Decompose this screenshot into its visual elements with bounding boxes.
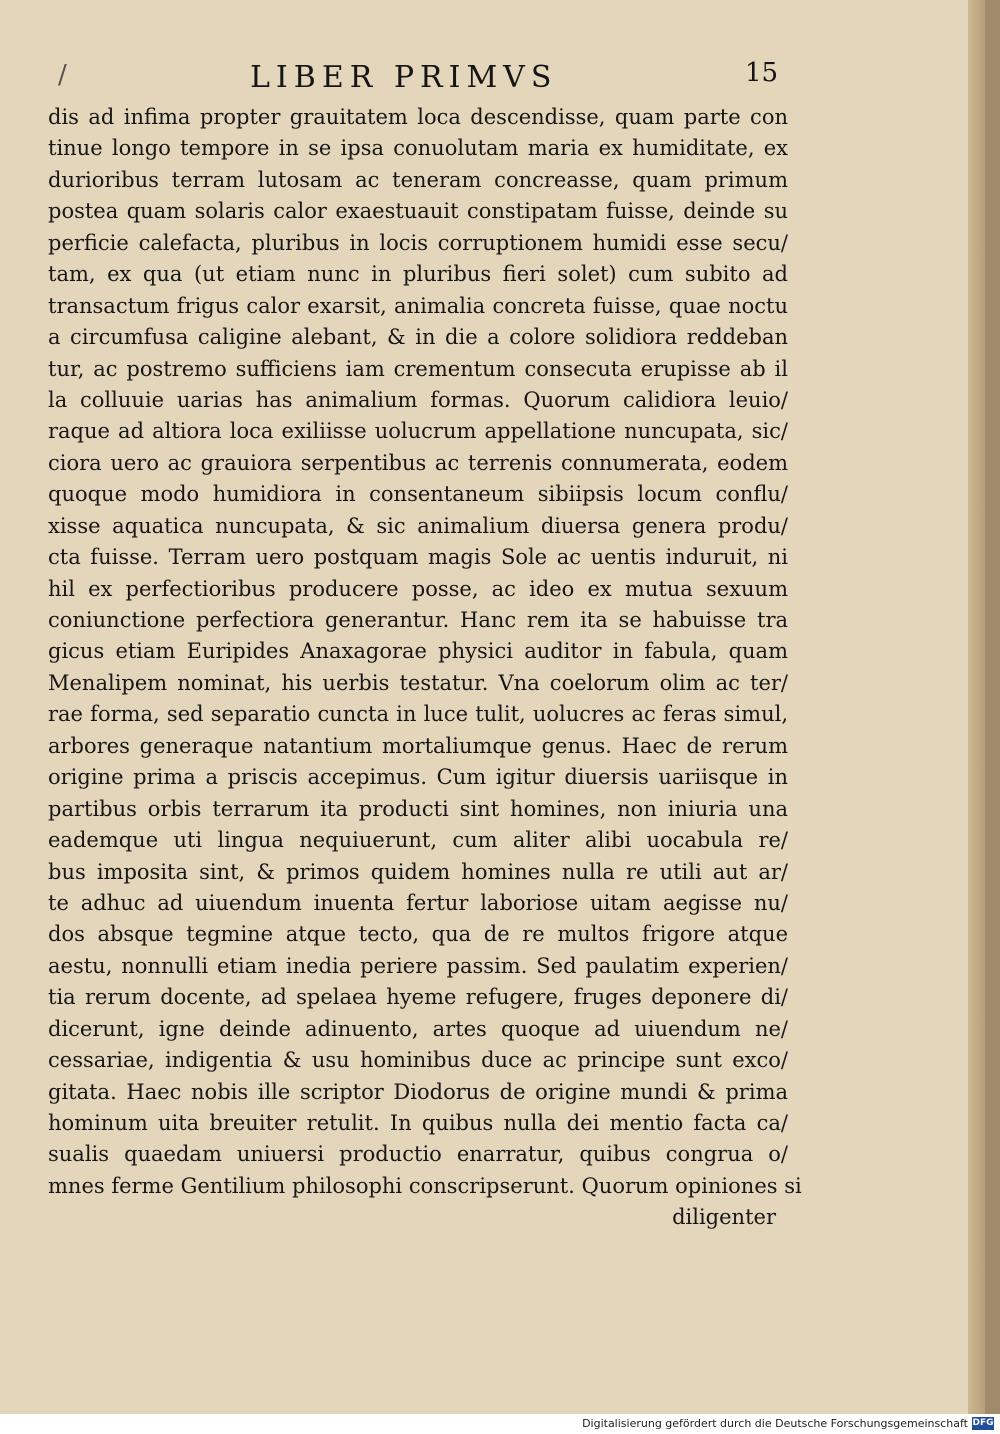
text-line: perficie calefacta, pluribus in locis corruptionem humidi esse secu/ xyxy=(48,230,788,255)
catchword: diligenter xyxy=(672,1205,776,1230)
digitization-footer xyxy=(0,1414,1000,1434)
text-line: tinue longo tempore in se ipsa conuolutam maria ex humiditate, ex xyxy=(48,136,788,161)
text-line: aestu, nonnulli etiam inedia periere passim. Sed paulatim experien/ xyxy=(48,953,788,978)
text-line: partibus orbis terrarum ita producti sint homines, non iniuria una xyxy=(48,796,788,821)
text-line: te adhuc ad uiuendum inuenta fertur laboriose uitam aegisse nu/ xyxy=(48,890,788,915)
text-line: gitata. Haec nobis ille scriptor Diodorus de origine mundi & prima xyxy=(48,1079,788,1104)
text-line: raque ad altiora loca exiliisse uolucrum appellatione nuncupata, sic/ xyxy=(48,419,788,444)
folio-number: 15 xyxy=(745,58,779,88)
text-line: sualis quaedam uniuersi productio enarratur, quibus congrua o/ xyxy=(48,1142,788,1167)
text-line: xisse aquatica nuncupata, & sic animalium diuersa genera produ/ xyxy=(48,513,788,538)
text-line: bus imposita sint, & primos quidem homines nulla re utili aut ar/ xyxy=(48,859,788,884)
text-line: cta fuisse. Terram uero postquam magis Sole ac uentis induruit, ni xyxy=(48,545,788,570)
running-head-mark: / xyxy=(58,60,67,90)
text-line: dos absque tegmine atque tecto, qua de re multos frigore atque xyxy=(48,922,788,947)
text-line: la colluuie uarias has animalium formas. Quorum calidiora leuio/ xyxy=(48,387,788,412)
dfg-logo-icon: DFG xyxy=(972,1418,994,1428)
text-line: tur, ac postremo sufficiens iam crementum consecuta erupisse ab il xyxy=(48,356,788,381)
text-line: postea quam solaris calor exaestuauit constipatam fuisse, deinde su xyxy=(48,199,788,224)
text-line: durioribus terram lutosam ac teneram concreasse, quam primum xyxy=(48,167,788,192)
text-line: coniunctione perfectiora generantur. Hanc rem ita se habuisse tra xyxy=(48,608,788,632)
text-line: cessariae, indigentia & usu hominibus duce ac principe sunt exco/ xyxy=(48,1048,788,1073)
text-line: mnes ferme Gentilium philosophi conscripserunt. Quorum opiniones si xyxy=(48,1173,802,1198)
running-head-title: LIBER PRIMVS xyxy=(250,60,558,95)
text-line: dicerunt, igne deinde adinuento, artes quoque ad uiuendum ne/ xyxy=(48,1016,788,1041)
text-line: origine prima a priscis accepimus. Cum igitur diuersis uariisque in xyxy=(48,765,788,790)
digitization-credit: Digitalisierung gefördert durch die Deutsche Forschungsgemeinschaft xyxy=(582,1417,968,1430)
text-line: tia rerum docente, ad spelaea hyeme refugere, fruges deponere di/ xyxy=(48,985,788,1010)
text-line: ciora uero ac grauiora serpentibus ac terrenis connumerata, eodem xyxy=(48,450,788,475)
text-line: quoque modo humidiora in consentaneum sibiipsis locum conflu/ xyxy=(48,482,788,507)
text-line: hominum uita breuiter retulit. In quibus nulla dei mentio facta ca/ xyxy=(48,1111,788,1135)
page-edge-shadow xyxy=(968,0,985,1414)
text-line: dis ad infima propter grauitatem loca descendisse, quam parte con xyxy=(48,105,788,129)
text-line: rae forma, sed separatio cuncta in luce tulit, uolucres ac feras simul, xyxy=(48,702,788,727)
text-line: arbores generaque natantium mortaliumque genus. Haec de rerum xyxy=(48,733,788,758)
running-head xyxy=(50,58,790,98)
body-text xyxy=(48,102,802,1234)
text-line: tam, ex qua (ut etiam nunc in pluribus fieri solet) cum subito ad xyxy=(48,262,788,287)
text-line: Menalipem nominat, his uerbis testatur. Vna coelorum olim ac ter/ xyxy=(48,670,788,695)
fore-edge xyxy=(985,0,1000,1414)
text-line: eademque uti lingua nequiuerunt, cum aliter alibi uocabula re/ xyxy=(48,828,788,853)
text-line: transactum frigus calor exarsit, animalia concreta fuisse, quae noctu xyxy=(48,293,788,318)
text-line: gicus etiam Euripides Anaxagorae physici auditor in fabula, quam xyxy=(48,639,788,664)
text-line: a circumfusa caligine alebant, & in die a colore solidiora reddeban xyxy=(48,325,788,350)
text-line: hil ex perfectioribus producere posse, ac ideo ex mutua sexuum xyxy=(48,576,788,601)
